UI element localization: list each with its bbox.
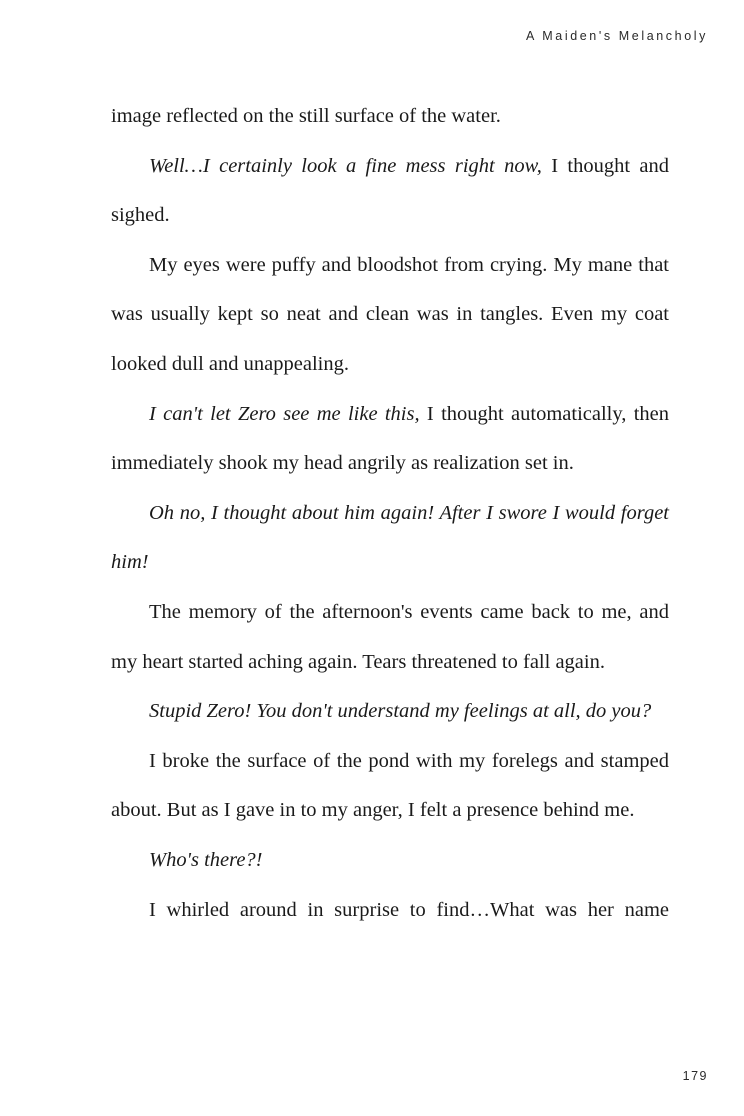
paragraph: [111, 142, 669, 241]
narration-text: image reflected on the still surface of the water.: [111, 105, 501, 127]
paragraph: [111, 737, 669, 836]
narration-text: I thought automatically, then immediately shook my head angrily as realization set in.: [111, 402, 670, 475]
paragraph: [111, 241, 669, 390]
italic-thought: Who's there?!: [149, 848, 263, 871]
italic-thought: Stupid Zero! You don't understand my feelings at all, do you?: [149, 700, 652, 723]
narration-text: I broke the surface of the pond with my forelegs and stamped about. But as I gave in to my anger, I felt a presence behind me.: [111, 749, 669, 822]
italic-thought: Oh no, I thought about him again! After I swore I would forget him!: [111, 501, 669, 574]
paragraph: [111, 687, 669, 737]
page-number: 179: [682, 1069, 708, 1083]
italic-thought: I can't let Zero see me like this,: [149, 402, 420, 425]
narration-text: I thought and sighed.: [111, 154, 670, 227]
paragraph: [111, 390, 669, 489]
running-head-title: A Maiden's Melancholy: [525, 29, 708, 43]
narration-text: I whirled around in surprise to find…What was her name: [149, 898, 669, 921]
paragraph: [111, 588, 669, 687]
paragraph: [111, 836, 669, 886]
paragraph: [111, 489, 669, 588]
narration-text: The memory of the afternoon's events came back to me, and my heart started aching again. Tears threatened to fall again.: [111, 600, 669, 673]
narration-text: My eyes were puffy and bloodshot from crying. My mane that was usually kept so neat and clean was in tangles. Even my coat looked dull and unappealing.: [111, 253, 669, 375]
paragraph: [111, 886, 669, 936]
italic-thought: Well…I certainly look a fine mess right now,: [149, 154, 542, 177]
paragraph: [111, 92, 669, 142]
body-text: [111, 92, 669, 935]
